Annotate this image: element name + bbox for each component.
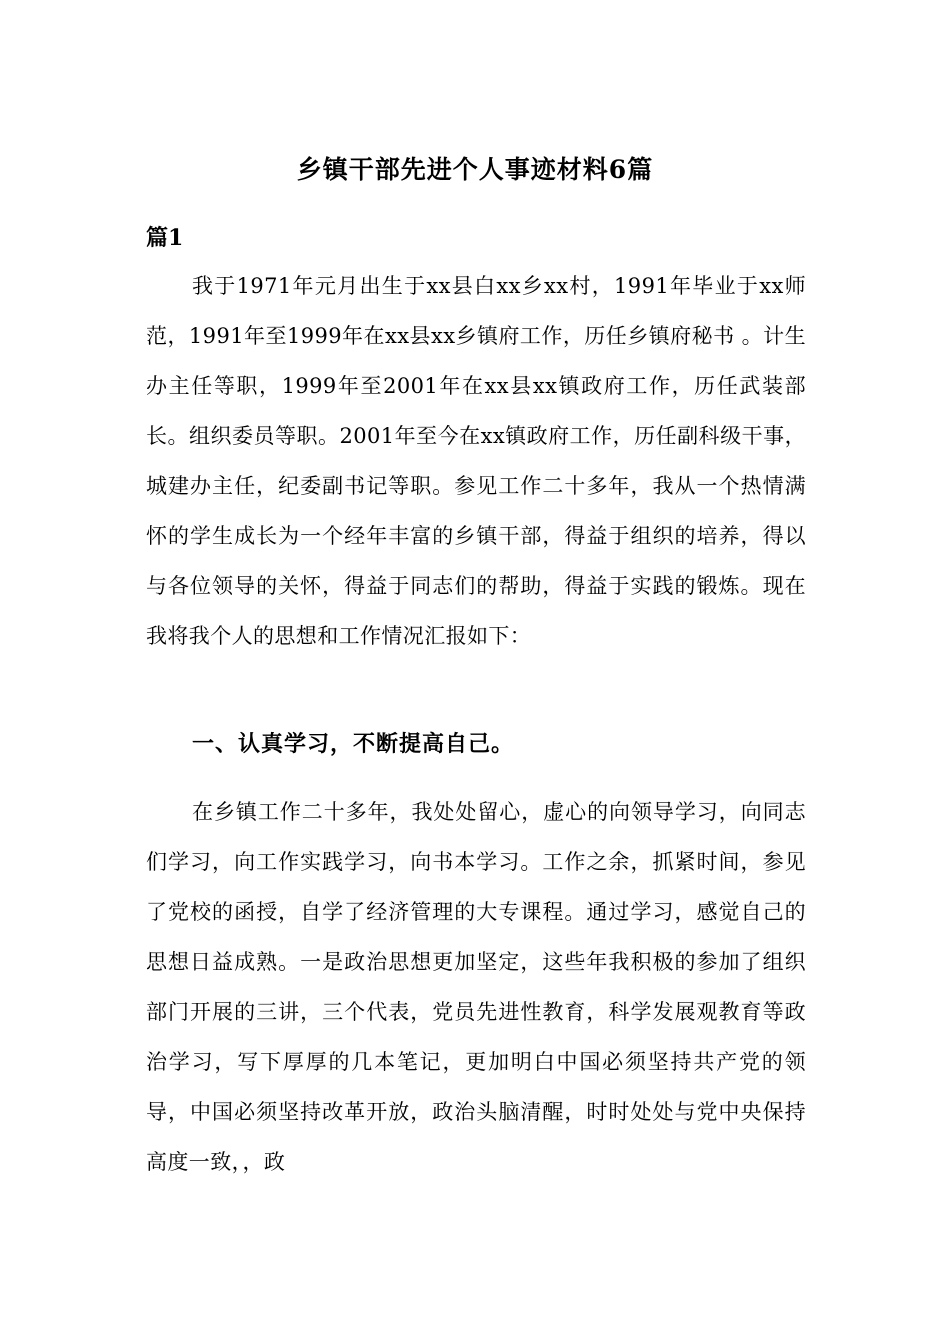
paragraph-intro: 我于1971年元月出生于xx县白xx乡xx村，1991年毕业于xx师范，1991年至1999年在xx县xx乡镇府工作，历任乡镇府秘书 。计生办主任等职，1999年至2001年在xx县xx镇政府工作，历任武装部长。组织委员等职。2001年至今在xx镇政府工作，历任副科级干事，城建办主任，纪委副书记等职。参见工作二十多年，我从一个热情满怀的学生成长为一个经年丰富的乡镇干部，得益于组织的培养，得以与各位领导的关怀，得益于同志们的帮助，得益于实践的锻炼。现在我将我个人的思想和工作情况汇报如下：	[146, 274, 806, 648]
document-title: 乡镇干部先进个人事迹材料6篇	[296, 155, 654, 184]
paragraph-study: 在乡镇工作二十多年，我处处留心，虚心的向领导学习，向同志们学习，向工作实践学习，向书本学习。工作之余，抓紧时间，参见了党校的函授，自学了经济管理的大专课程。通过学习，感觉自己的思想日益成熟。一是政治思想更加坚定，这些年我积极的参加了组织部门开展的三讲，三个代表，党员先进性教育，科学发展观教育等政治学习，写下厚厚的几本笔记，更加明白中国必须坚持共产党的领导，中国必须坚持改革开放，政治头脑清醒，时时处处与党中央保持高度一致，，政	[146, 800, 806, 1174]
sub-heading-study: 一、认真学习，不断提高自己。	[192, 731, 515, 757]
section-heading: 篇1	[146, 225, 184, 251]
